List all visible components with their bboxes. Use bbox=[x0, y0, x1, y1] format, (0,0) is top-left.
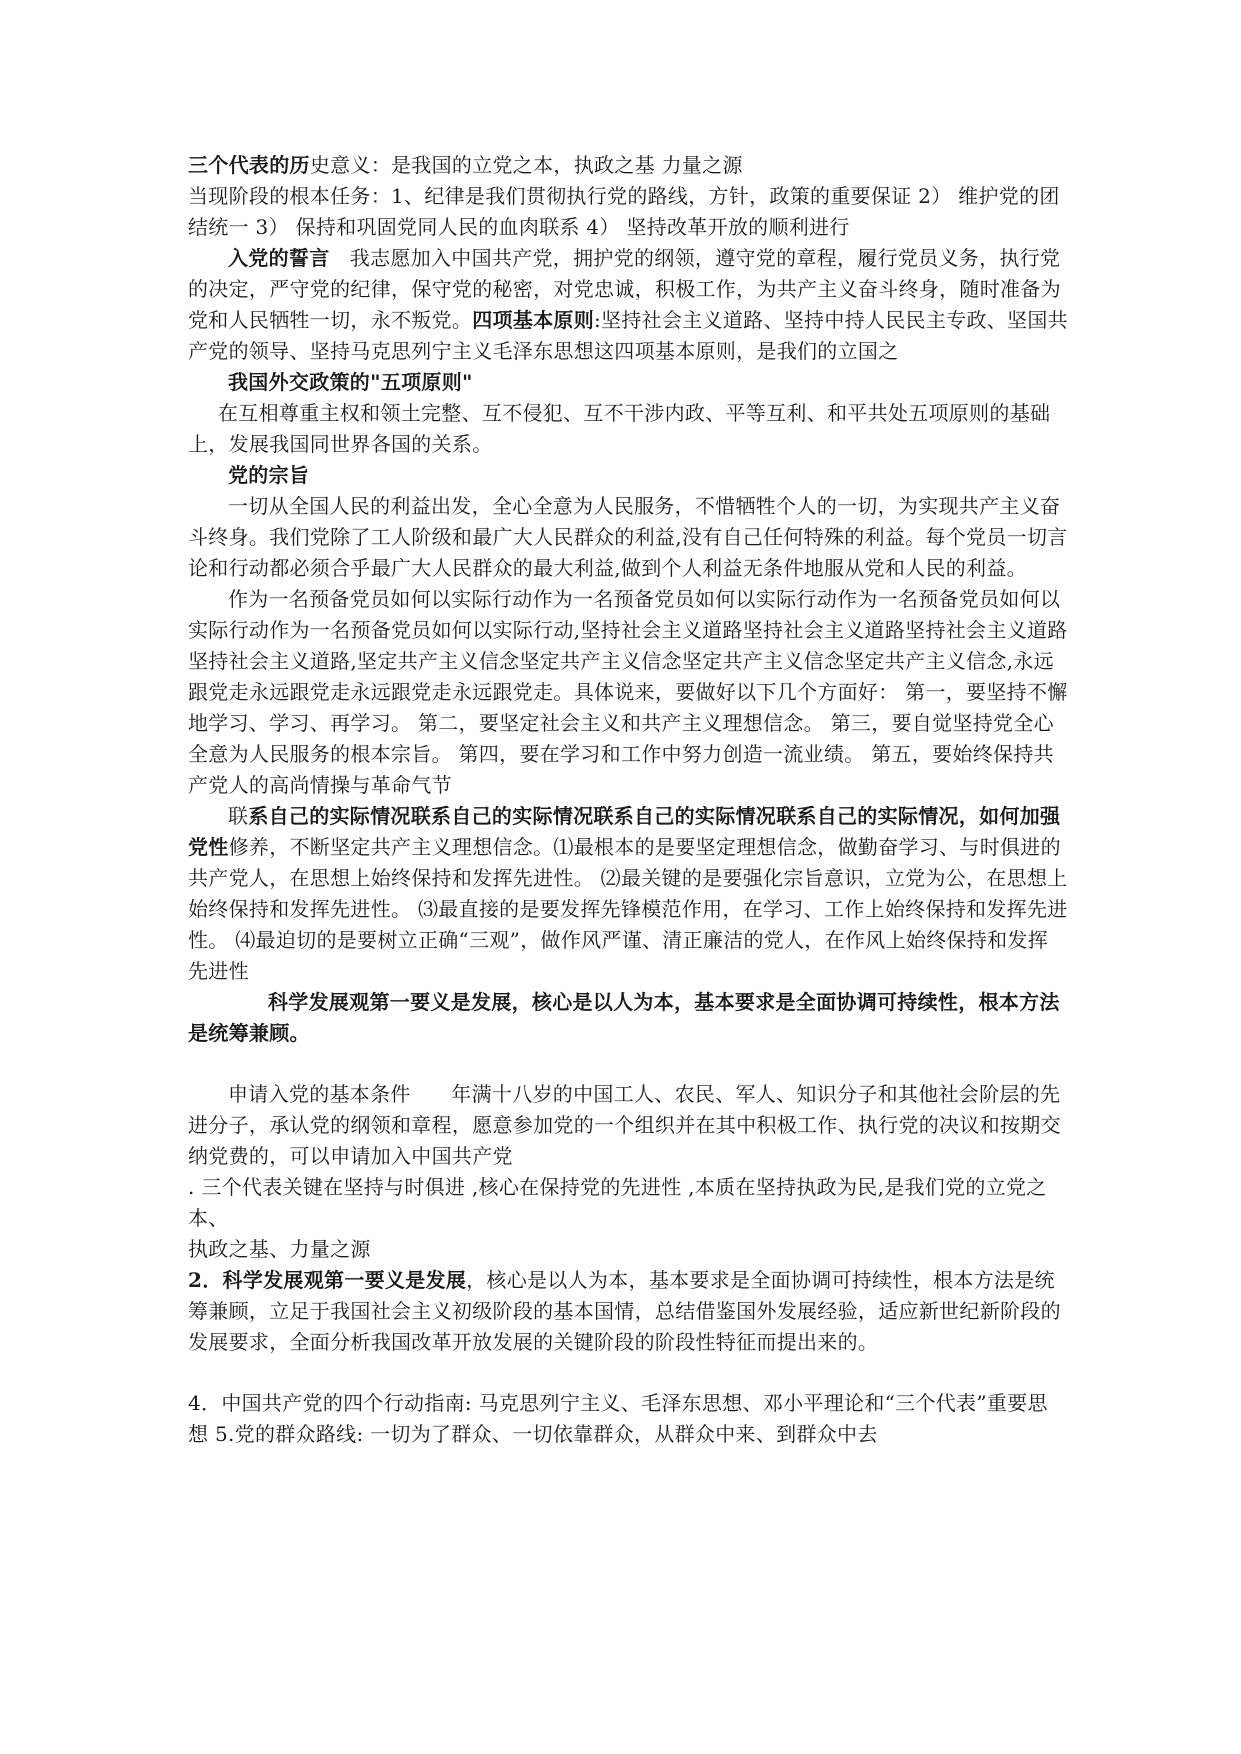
fundamental-tasks-paragraph: 当现阶段的根本任务：1、纪律是我们贯彻执行党的路线，方针，政策的重要保证 2） 维护党的团结统一 3） 保持和巩固党同人民的血肉联系 4） 坚持改革开放的顺利进行 bbox=[188, 184, 1060, 239]
membership-conditions-paragraph bbox=[188, 1079, 1068, 1172]
item-2-text: ，核心是以人为本，基本要求是全面协调可持续性，根本方法是统筹兼顾，立足于我国社会主义初级阶段的基本国情，总结借鉴国外发展经验，适应新世纪新阶段的发展要求，全面分析我国改革开放发展的关键阶段的阶段性特征而提出来的。 bbox=[188, 1268, 1061, 1354]
four-principles-title: 四项基本原则 bbox=[472, 308, 595, 332]
three-represents-continuation: 执政之基、力量之源 bbox=[188, 1237, 371, 1261]
party-purpose-title: 党的宗旨 bbox=[228, 463, 310, 487]
item-4-paragraph: 4．中国共产党的四个行动指南: 马克思列宁主义、毛泽东思想、邓小平理论和“三个代表”重要思想 5.党的群众路线: 一切为了群众、一切依靠群众，从群众中来、到群众中去 bbox=[188, 1391, 1048, 1446]
oath-title: 入党的誓言 bbox=[228, 246, 330, 270]
scientific-development-bold: 科学发展观第一要义是发展，核心是以人为本，基本要求是全面协调可持续性，根本方法是统筹兼顾。 bbox=[188, 990, 1060, 1045]
party-spirit-text: 修养，不断坚定共产主义理想信念。⑴最根本的是要坚定理想信念，做勤奋学习、与时俱进的共产党人，在思想上始终保持和发挥先进性。 ⑵最关键的是要强化宗旨意识，立党为公，在思想上始终保持和发挥先进性。 ⑶最直接的是要发挥先锋模范作用，在学习、工作上始终保持和发挥先进性。 ⑷最迫切的是要树立正确“三观”，做作风严谨、清正廉洁的党人，在作风上始终保持和发挥先进性 bbox=[188, 835, 1068, 983]
historical-significance-label: 三个代表的历 bbox=[188, 153, 310, 177]
item-2-paragraph bbox=[188, 1265, 1068, 1358]
foreign-policy-title: 我国外交政策的"五项原则" bbox=[228, 370, 473, 394]
oath-paragraph bbox=[188, 243, 1068, 367]
spacer bbox=[188, 1358, 1068, 1388]
document-body bbox=[188, 150, 1068, 1450]
historical-significance-line bbox=[188, 150, 1068, 181]
historical-significance-text: 史意义：是我国的立党之本，执政之基 力量之源 bbox=[309, 153, 743, 177]
probationary-member-paragraph: 作为一名预备党员如何以实际行动作为一名预备党员如何以实际行动作为一名预备党员如何以实际行动作为一名预备党员如何以实际行动,坚持社会主义道路坚持社会主义道路坚持社会主义道路坚持社会主义道路,坚定共产主义信念坚定共产主义信念坚定共产主义信念坚定共产主义信念,永远跟党走永远跟党走永远跟党走永远跟党走。具体说来，要做好以下几个方面好： 第一，要坚持不懈地学习、学习、再学习。 第二，要坚定社会主义和共产主义理想信念。 第三，要自觉坚持党全心全意为人民服务的根本宗旨。 第四，要在学习和工作中努力创造一流业绩。 第五，要始终保持共产党人的高尚情操与革命气节 bbox=[188, 587, 1068, 797]
party-spirit-paragraph bbox=[188, 801, 1068, 987]
party-spirit-heading: 系自己的实际情况联系自己的实际情况联系自己的实际情况联系自己的实际情况，如何加强党性 bbox=[188, 804, 1061, 859]
item-2-heading: 2．科学发展观第一要义是发展 bbox=[188, 1268, 467, 1292]
membership-conditions-text: 年满十八岁的中国工人、农民、军人、知识分子和其他社会阶层的先进分子，承认党的纲领和章程，愿意参加党的一个组织并在其中积极工作、执行党的决议和按期交纳党费的，可以申请加入中国共产党 bbox=[188, 1082, 1061, 1168]
party-spirit-lead: 联 bbox=[228, 804, 249, 828]
foreign-policy-text: 在互相尊重主权和领土完整、互不侵犯、互不干涉内政、平等互利、和平共处五项原则的基础上，发展我国同世界各国的关系。 bbox=[188, 401, 1051, 456]
party-purpose-text: 一切从全国人民的利益出发，全心全意为人民服务，不惜牺牲个人的一切，为实现共产主义奋斗终身。我们党除了工人阶级和最广大人民群众的利益,没有自己任何特殊的利益。每个党员一切言论和行动都必须合乎最广大人民群众的最大利益,做到个人利益无条件地服从党和人民的利益。 bbox=[188, 494, 1068, 580]
oath-text: 我志愿加入中国共产党，拥护党的纲领，遵守党的章程，履行党员义务，执行党的决定，严守党的纪律，保守党的秘密，对党忠诚，积极工作，为共产主义奋斗终身，随时准备为党和人民牺牲一切，永不叛党。 bbox=[188, 246, 1061, 332]
four-principles-text: :坚持社会主义道路、坚持中持人民民主专政、坚国共产党的领导、坚持马克思列宁主义毛泽东思想这四项基本原则，是我们的立国之 bbox=[188, 308, 1068, 363]
spacer bbox=[188, 1049, 1068, 1079]
membership-conditions-title: 申请入党的基本条件 bbox=[228, 1082, 411, 1106]
three-represents-paragraph: . 三个代表关键在坚持与时俱进 ,核心在保持党的先进性 ,本质在坚持执政为民,是我们党的立党之本、 bbox=[188, 1175, 1047, 1230]
